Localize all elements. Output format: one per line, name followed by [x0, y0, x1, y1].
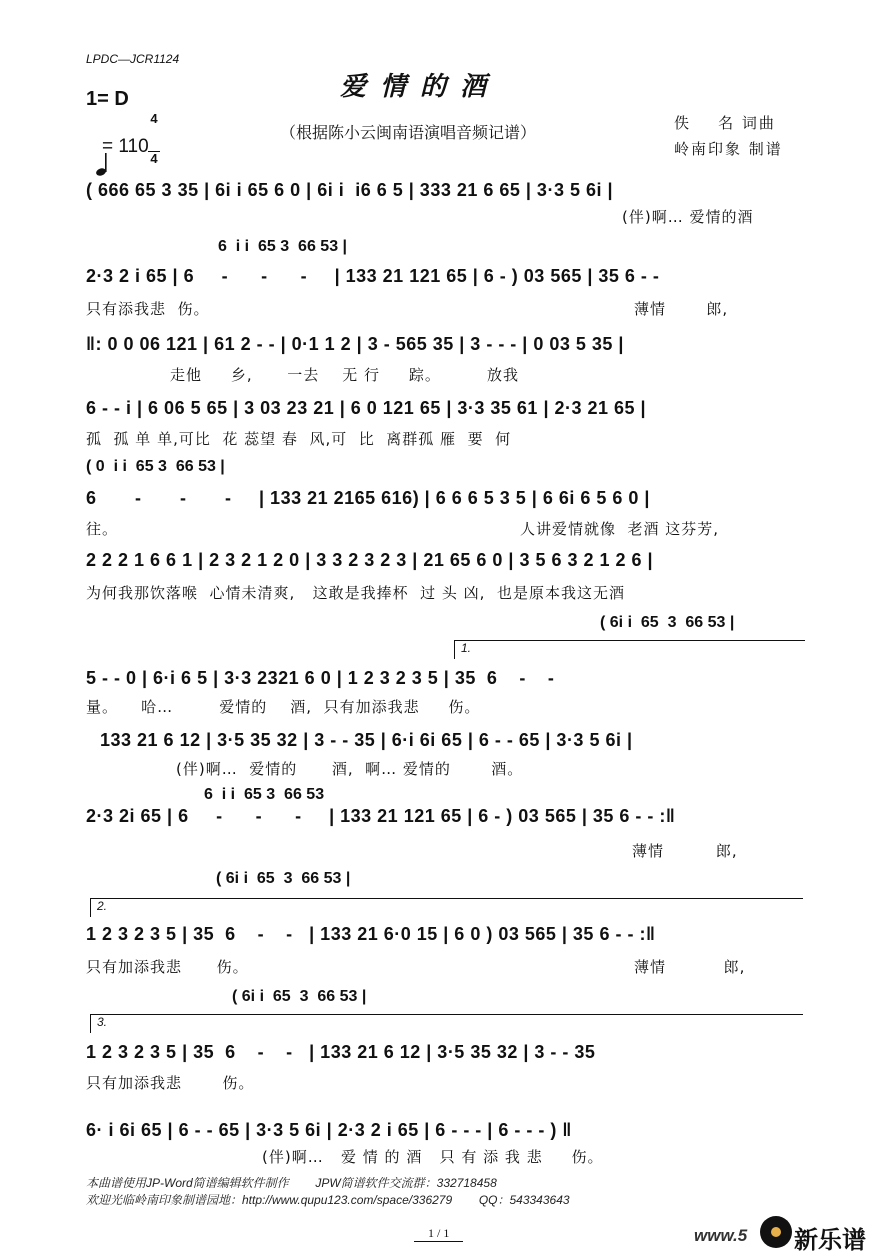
- score-line-5-lyric-b: 人讲爱情就像 老酒 这芬芳,: [520, 520, 720, 538]
- footer-software-note: 本曲谱使用JP-Word简谱编辑软件制作 JPW简谱软件交流群：332718458: [86, 1176, 497, 1190]
- score-line-10-lyric-a: 只有加添我悲 伤。: [86, 958, 249, 976]
- logo-url-text: www.5: [694, 1226, 748, 1245]
- score-line-11-notes: 1 2 3 2 3 5 | 35 6 - - | 133 21 6 12 | 3·5 35 32 | 3 - - 35: [86, 1042, 596, 1062]
- score-line-7-notes: 5 - - 0 | 6·i 6 5 | 3·3 2321 6 0 | 1 2 3 2 3 5 | 35 6 - -: [86, 668, 555, 688]
- score-line-2-lyric-b: 薄情 郎,: [634, 300, 729, 318]
- song-title: 爱情的酒: [340, 72, 501, 102]
- score-line-10-upper-voice: ( 6i i 65 3 66 53 |: [216, 870, 351, 887]
- third-ending-label: 3.: [97, 1015, 108, 1029]
- time-bottom: 4: [148, 151, 160, 165]
- score-line-9-notes: 2·3 2i 65 | 6 - - - | 133 21 121 65 | 6 - ) 03 565 | 35 6 - - :‖: [86, 806, 676, 826]
- credit-arranger: 岭南印象 制谱: [674, 140, 783, 158]
- score-line-7-lyric: 量。 哈… 爱情的 酒, 只有加添我悲 伤。: [86, 698, 481, 716]
- second-ending-bracket: [90, 898, 803, 917]
- first-ending-label: 1.: [461, 641, 472, 655]
- third-ending-bracket: [90, 1014, 803, 1033]
- second-ending-label: 2.: [97, 899, 108, 913]
- score-line-4-notes: 6 - - i | 6 06 5 65 | 3 03 23 21 | 6 0 121 65 | 3·3 35 61 | 2·3 21 65 |: [86, 398, 647, 418]
- score-line-10-notes: 1 2 3 2 3 5 | 35 6 - - | 133 21 6·0 15 | 6 0 ) 03 565 | 35 6 - - :‖: [86, 924, 656, 944]
- score-line-7-upper-voice: ( 6i i 65 3 66 53 |: [600, 614, 735, 631]
- score-line-1-lyric: (伴)啊… 爱情的酒: [622, 208, 754, 226]
- site-logo[interactable]: [694, 1214, 888, 1256]
- score-line-3-notes: ‖: 0 0 06 121 | 61 2 - - | 0·1 1 2 | 3 - 565 35 | 3 - - - | 0 03 5 35 |: [86, 334, 624, 354]
- first-ending-bracket: [454, 640, 805, 659]
- score-line-12-lyric: (伴)啊… 爱 情 的 酒 只 有 添 我 悲 伤。: [262, 1148, 604, 1166]
- score-line-2-notes: 2·3 2 i 65 | 6 - - - | 133 21 121 65 | 6 - ) 03 565 | 35 6 - -: [86, 266, 660, 286]
- score-line-2-upper-voice: 6 i i 65 3 66 53 |: [218, 238, 348, 255]
- score-line-5-upper-voice: ( 0 i i 65 3 66 53 |: [86, 458, 225, 475]
- score-line-8-notes: 133 21 6 12 | 3·5 35 32 | 3 - - 35 | 6·i 6i 65 | 6 - - 65 | 3·3 5 6i |: [100, 730, 633, 750]
- score-line-5-lyric-a: 往。: [86, 520, 119, 538]
- score-line-3-lyric: 走他 乡, 一去 无 行 踪。 放我: [170, 366, 520, 384]
- score-line-10-lyric-b: 薄情 郎,: [634, 958, 746, 976]
- score-line-6-lyric: 为何我那饮落喉 心情未清爽, 这敢是我捧杯 过 头 凶, 也是原本我这无酒: [86, 584, 625, 602]
- key-signature: 1= D: [86, 88, 129, 110]
- score-line-4-lyric: 孤 孤 单 单,可比 花 蕊望 春 风,可 比 离群孤 雁 要 何: [86, 430, 512, 448]
- score-line-8-lyric: (伴)啊… 爱情的 酒, 啊… 爱情的 酒。: [176, 760, 524, 778]
- score-line-1-notes: ( 666 65 3 35 | 6i i 65 6 0 | 6i i i6 6 5 | 333 21 6 65 | 3·3 5 6i |: [86, 180, 614, 200]
- footer-website-note: 欢迎光临岭南印象制谱园地：http://www.qupu123.com/space/336279 QQ：543343643: [86, 1193, 570, 1207]
- score-line-11-lyric: 只有加添我悲 伤。: [86, 1074, 255, 1092]
- score-line-12-notes: 6· i 6i 65 | 6 - - 65 | 3·3 5 6i | 2·3 2 i 65 | 6 - - - | 6 - - - ) ‖: [86, 1120, 572, 1140]
- score-line-9-lyric: 薄情 郎,: [632, 842, 738, 860]
- score-line-6-notes: 2 2 2 1 6 6 1 | 2 3 2 1 2 0 | 3 3 2 3 2 3 | 21 65 6 0 | 3 5 6 3 2 1 2 6 |: [86, 550, 654, 570]
- score-line-9-upper-voice: 6 i i 65 3 66 53: [204, 786, 325, 803]
- score-line-5-notes: 6 - - - | 133 21 2165 616) | 6 6 6 5 3 5 | 6 6i 6 5 6 0 |: [86, 488, 650, 508]
- score-code: LPDC—JCR1124: [86, 52, 180, 66]
- logo-name-text: 新乐谱: [794, 1226, 866, 1254]
- song-subtitle: （根据陈小云闽南语演唱音频记谱）: [280, 123, 537, 142]
- time-top: 4: [150, 111, 158, 126]
- page-number: 1 / 1: [414, 1226, 463, 1242]
- time-signature: [148, 86, 160, 178]
- score-line-11-upper-voice: ( 6i i 65 3 66 53 |: [232, 988, 367, 1005]
- score-line-2-lyric-a: 只有添我悲 伤。: [86, 300, 210, 318]
- credit-words-music: 佚 名 词曲: [674, 114, 776, 132]
- tempo-marking: = 110: [102, 136, 149, 157]
- vinyl-disc-icon: [760, 1216, 792, 1248]
